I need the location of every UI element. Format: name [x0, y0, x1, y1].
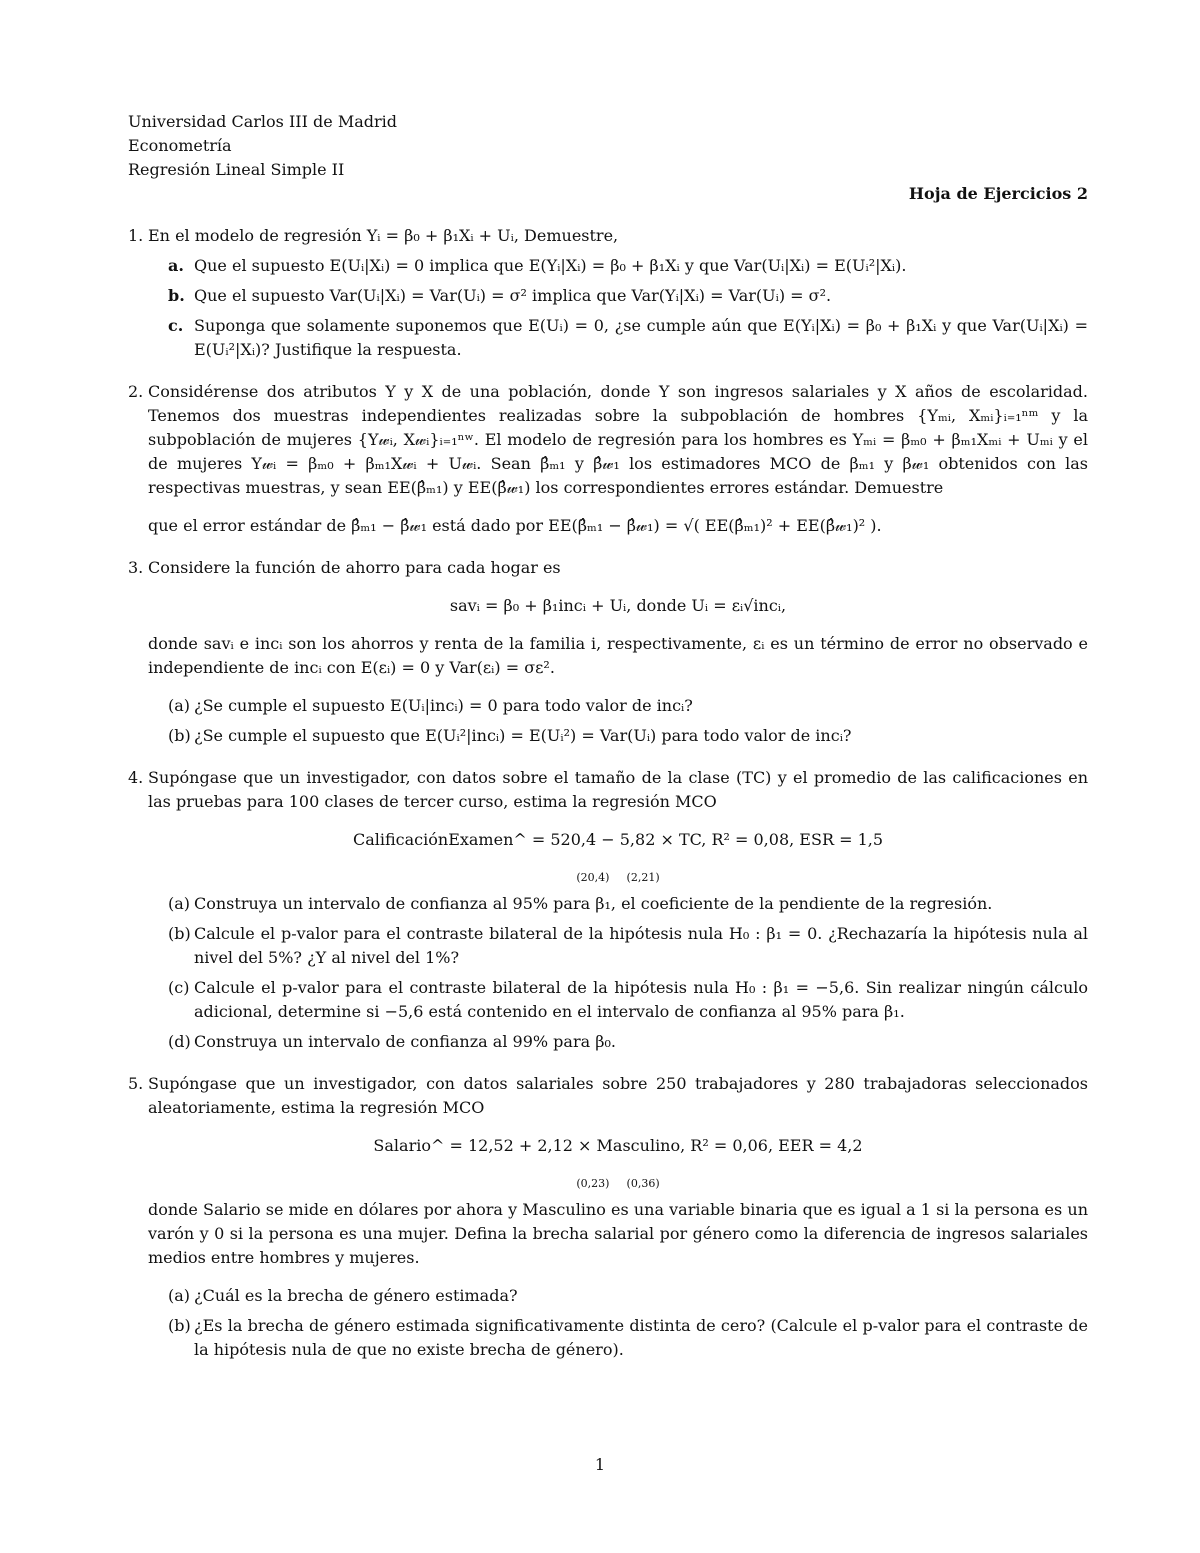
problem-5: [128, 1072, 1088, 1362]
part-label: c.: [168, 316, 184, 335]
part-label: (d): [168, 1032, 191, 1051]
part-label: a.: [168, 256, 184, 275]
course-name: Econometría: [128, 136, 232, 155]
savings-equation: savᵢ = β₀ + β₁incᵢ + Uᵢ, donde Uᵢ = εᵢ√incᵢ,: [449, 596, 787, 615]
part-text: Construya un intervalo de confianza al 99% para β₀.: [194, 1032, 616, 1051]
university-name: Universidad Carlos III de Madrid: [128, 112, 397, 131]
problem-intro: Supóngase que un investigador, con datos salariales sobre 250 trabajadores y 280 trabajadoras seleccionados aleatoriamente, estima la regresión MCO: [148, 1074, 1088, 1117]
part-text: ¿Cuál es la brecha de género estimada?: [194, 1286, 518, 1305]
part-text: Construya un intervalo de confianza al 95% para β₁, el coeficiente de la pendiente de la regresión.: [194, 894, 993, 913]
part-label: (a): [168, 894, 191, 913]
equation-text: CalificaciónExamen^ = 520,4 − 5,82 × TC, R² = 0,08, ESR = 1,5: [352, 830, 884, 849]
part-label: (a): [168, 696, 191, 715]
problem-part: [148, 254, 1088, 278]
problem-part: [148, 314, 1088, 362]
problem-number: 5.: [128, 1074, 144, 1093]
part-label: (b): [168, 726, 191, 745]
problem-intro: Supóngase que un investigador, con datos sobre el tamaño de la clase (TC) y el promedio de las calificaciones en las pruebas para 100 clases de tercer curso, estima la regresión MCO: [148, 768, 1088, 811]
problem-part: [148, 922, 1088, 970]
problem-2: [128, 380, 1088, 538]
problem-part: [148, 1030, 1088, 1054]
part-label: b.: [168, 286, 185, 305]
problem-number: 2.: [128, 382, 144, 401]
problem-4: [128, 766, 1088, 1054]
part-text: Que el supuesto Var(Uᵢ|Xᵢ) = Var(Uᵢ) = σ² implica que Var(Yᵢ|Xᵢ) = Var(Uᵢ) = σ².: [194, 286, 832, 305]
part-text: ¿Se cumple el supuesto que E(Uᵢ²|incᵢ) = E(Uᵢ²) = Var(Uᵢ) para todo valor de incᵢ?: [194, 726, 852, 745]
problem-part: [148, 284, 1088, 308]
problem-part: [148, 694, 1088, 718]
problem-part: [148, 1314, 1088, 1362]
equation-text: Salario^ = 12,52 + 2,12 × Masculino, R² = 0,06, EER = 4,2: [373, 1136, 863, 1155]
part-label: (c): [168, 978, 190, 997]
problem-intro: Considere la función de ahorro para cada hogar es: [148, 558, 561, 577]
part-text: Suponga que solamente suponemos que E(Uᵢ) = 0, ¿se cumple aún que E(Yᵢ|Xᵢ) = β₀ + β₁Xᵢ y que Var(Uᵢ|Xᵢ) = E(Uᵢ²|Xᵢ)? Justifique la respuesta.: [194, 316, 1088, 359]
standard-error: (20,4): [576, 871, 610, 884]
problem-text: Considérense dos atributos Y y X de una población, donde Y son ingresos salariales y X años de escolaridad. Tenemos dos muestras independientes realizadas sobre la subpoblación de hombres {Yₘᵢ, Xₘᵢ}ᵢ₌₁ⁿᵐ y la subpoblación de mujeres {Y𝓌ᵢ, X𝓌ᵢ}ᵢ₌₁ⁿʷ. El modelo de regresión para los hombres es Yₘᵢ = βₘ₀ + βₘ₁Xₘᵢ + Uₘᵢ y el de mujeres Y𝓌ᵢ = βₘ₀ + βₘ₁X𝓌ᵢ + U𝓌ᵢ. Sean β̂ₘ₁ y β̂𝓌₁ los estimadores MCO de βₘ₁ y β𝓌₁ obtenidos con las respectivas muestras, y sean EE(β̂ₘ₁) y EE(β̂𝓌₁) los correspondientes errores estándar. Demuestre: [148, 382, 1088, 497]
sheet-title: Hoja de Ejercicios 2: [908, 184, 1088, 203]
part-text: Que el supuesto E(Uᵢ|Xᵢ) = 0 implica que E(Yᵢ|Xᵢ) = β₀ + β₁Xᵢ y que Var(Uᵢ|Xᵢ) = E(Uᵢ²|Xᵢ).: [194, 256, 907, 275]
standard-error: (0,23): [576, 1177, 610, 1190]
part-text: Calcule el p-valor para el contraste bilateral de la hipótesis nula H₀ : β₁ = −5,6. Sin realizar ningún cálculo adicional, determine si −5,6 está contenido en el intervalo de confianza al 95% para β₁.: [194, 978, 1088, 1021]
problem-part: [148, 1284, 1088, 1308]
topic-name: Regresión Lineal Simple II: [128, 160, 345, 179]
part-label: (a): [168, 1286, 191, 1305]
problem-number: 3.: [128, 558, 144, 577]
problem-1: [128, 224, 1088, 362]
part-text: Calcule el p-valor para el contraste bilateral de la hipótesis nula H₀ : β₁ = 0. ¿Rechazaría la hipótesis nula al nivel del 5%? ¿Y al nivel del 1%?: [194, 924, 1088, 967]
problem-3: [128, 556, 1088, 748]
document-header: [128, 110, 1088, 206]
problem-part: [148, 976, 1088, 1024]
document-page: [128, 110, 1088, 1362]
problem-number: 1.: [128, 226, 144, 245]
standard-error: (2,21): [626, 871, 660, 884]
problem-part: [148, 724, 1088, 748]
part-text: ¿Se cumple el supuesto E(Uᵢ|incᵢ) = 0 para todo valor de incᵢ?: [194, 696, 693, 715]
problem-text: donde Salario se mide en dólares por ahora y Masculino es una variable binaria que es igual a 1 si la persona es un varón y 0 si la persona es una mujer. Defina la brecha salarial por género como la diferencia de ingresos salariales medios entre hombres y mujeres.: [148, 1200, 1088, 1267]
problem-text-continued: que el error estándar de β̂ₘ₁ − β̂𝓌₁ está dado por EE(β̂ₘ₁ − β̂𝓌₁) = √( EE(β̂ₘ₁)² + EE(β̂𝓌₁)² ).: [148, 516, 882, 535]
problem-intro: En el modelo de regresión Yᵢ = β₀ + β₁Xᵢ + Uᵢ, Demuestre,: [148, 226, 619, 245]
part-label: (b): [168, 1316, 191, 1335]
problem-number: 4.: [128, 768, 144, 787]
part-text: ¿Es la brecha de género estimada significativamente distinta de cero? (Calcule el p-valor para el contraste de la hipótesis nula de que no existe brecha de género).: [194, 1316, 1088, 1359]
regression-equation: [148, 828, 1088, 884]
problem-text: donde savᵢ e incᵢ son los ahorros y renta de la familia i, respectivamente, εᵢ es un término de error no observado e independiente de incᵢ con E(εᵢ) = 0 y Var(εᵢ) = σε².: [148, 634, 1088, 677]
problem-part: [148, 892, 1088, 916]
salary-equation: [148, 1134, 1088, 1190]
part-label: (b): [168, 924, 191, 943]
page-number: 1: [594, 1455, 606, 1474]
standard-error: (0,36): [626, 1177, 660, 1190]
